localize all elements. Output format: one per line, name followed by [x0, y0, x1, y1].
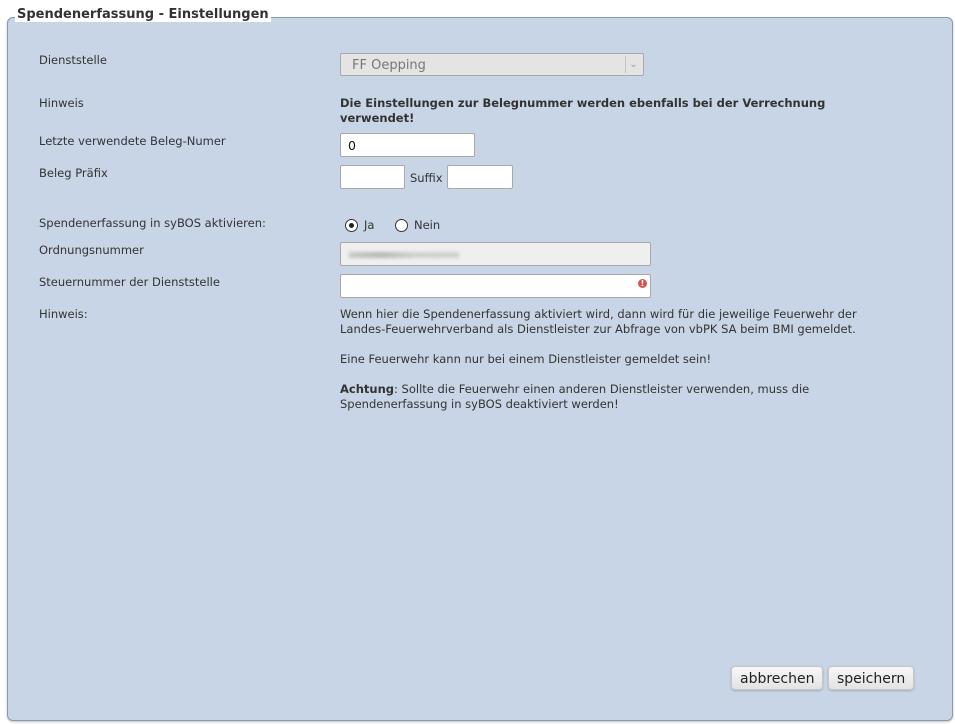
- suffix-label: Suffix: [410, 171, 443, 185]
- aktivieren-label: Spendenerfassung in syBOS aktivieren:: [39, 216, 266, 230]
- letzte-beleg-label: Letzte verwendete Beleg-Numer: [39, 134, 226, 148]
- radio-nein-button[interactable]: [395, 219, 408, 232]
- letzte-beleg-input[interactable]: 0: [340, 133, 475, 157]
- dienststelle-value: FF Oepping: [352, 58, 426, 73]
- hint-paragraph-2: Eine Feuerwehr kann nur bei einem Dienstleister gemeldet sein!: [340, 352, 712, 366]
- achtung-label: Achtung: [340, 382, 395, 396]
- hint-paragraph-3: [340, 382, 870, 412]
- beleg-suffix-input[interactable]: [447, 165, 513, 189]
- chevron-down-icon: ⌄: [625, 56, 641, 73]
- hinweis-label: Hinweis: [39, 96, 84, 110]
- achtung-text: : Sollte die Feuerwehr einen anderen Dienstleister verwenden, muss die Spendenerfassung in syBOS deaktiviert werden!: [340, 382, 810, 411]
- steuernummer-input[interactable]: [340, 274, 651, 298]
- beleg-praefix-input[interactable]: [340, 165, 405, 189]
- steuernummer-label: Steuernummer der Dienststelle: [39, 275, 220, 289]
- ordnungsnummer-input[interactable]: [340, 242, 651, 266]
- belegnummer-note: Die Einstellungen zur Belegnummer werden ebenfalls bei der Verrechnung verwendet!: [340, 96, 826, 125]
- radio-nein[interactable]: [395, 218, 440, 232]
- save-button[interactable]: speichern: [828, 666, 914, 690]
- dienststelle-select[interactable]: [340, 53, 644, 76]
- radio-ja-label: Ja: [364, 218, 375, 232]
- dienststelle-label: Dienststelle: [39, 53, 107, 67]
- ordnungsnummer-label: Ordnungsnummer: [39, 243, 144, 257]
- hint-paragraph-1: Wenn hier die Spendenerfassung aktiviert wird, dann wird für die jeweilige Feuerwehr der Landes-Feuerwehrverband als Dienstleister zur Abfrage von vbPK SA beim BMI gemeldet.: [340, 307, 857, 336]
- error-icon: !: [638, 279, 647, 288]
- hinweis2-label: Hinweis:: [39, 307, 88, 321]
- cancel-button[interactable]: abbrechen: [731, 666, 823, 690]
- radio-ja[interactable]: [345, 218, 374, 232]
- redacted-value: [349, 252, 459, 258]
- panel-title: Spendenerfassung - Einstellungen: [17, 7, 269, 22]
- dienstleister-hint: [340, 307, 870, 427]
- beleg-praefix-label: Beleg Präfix: [39, 166, 108, 180]
- radio-ja-button[interactable]: [345, 219, 358, 232]
- radio-nein-label: Nein: [414, 218, 441, 232]
